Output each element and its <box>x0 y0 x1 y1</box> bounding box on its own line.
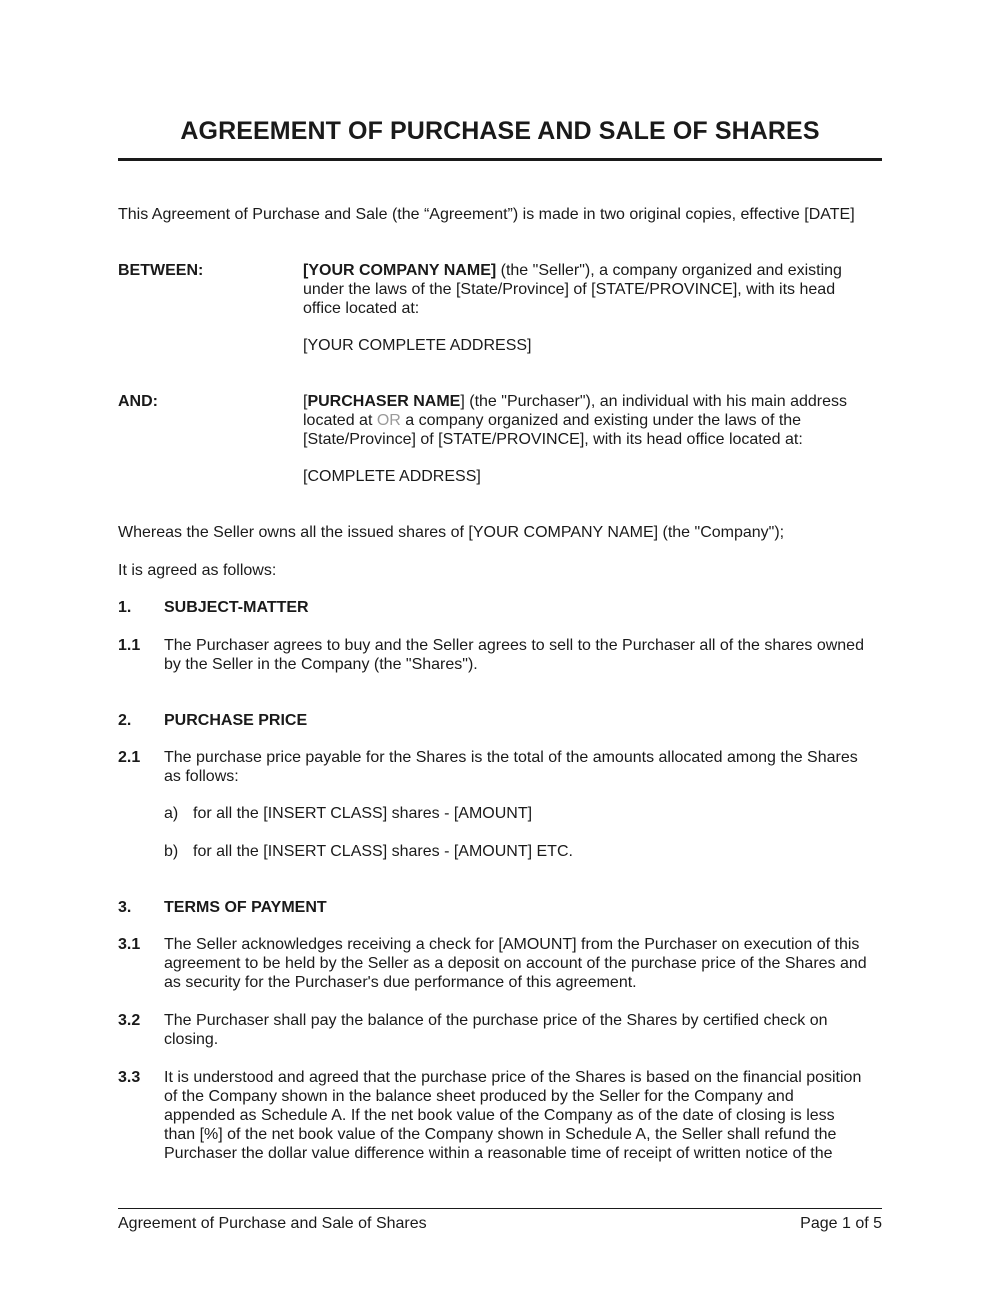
between-line-2: under the laws of the [State/Province] of [STATE/PROVINCE], with its head <box>303 281 836 298</box>
item-b-text: for all the [INSERT CLASS] shares - [AMOUNT] ETC. <box>193 843 573 860</box>
clause-3-3-text: It is understood and agreed that the purchase price of the Shares is based on the financial position of the Company shown in the balance sheet produced by the Seller for the Company and appended as Schedule A. If the net book value of the Company as of the date of closing is less than [%] of the net book value of the Company shown in Schedule A, the Seller shall refund the Purchaser the dollar value difference within a reasonable time of receipt of written notice of the <box>164 1069 862 1162</box>
seller-name: [YOUR COMPANY NAME] <box>303 262 497 279</box>
between-party <box>303 261 873 318</box>
item-a-label: a) <box>164 805 179 822</box>
section-3-number: 3. <box>118 899 132 916</box>
and-line-2: located at OR a company organized and existing under the laws of the <box>303 412 802 429</box>
section-1-heading: SUBJECT-MATTER <box>164 599 309 616</box>
agreed-statement: It is agreed as follows: <box>118 562 277 579</box>
clause-1-1-number: 1.1 <box>118 637 141 654</box>
section-3-heading: TERMS OF PAYMENT <box>164 899 327 916</box>
seller-address: [YOUR COMPLETE ADDRESS] <box>303 337 532 354</box>
clause-2-1-text: The purchase price payable for the Shares is the total of the amounts allocated among the Shares as follows: <box>164 749 858 785</box>
and-line-1: [PURCHASER NAME] (the "Purchaser"), an individual with his main address <box>303 393 848 410</box>
document-title: AGREEMENT OF PURCHASE AND SALE OF SHARES <box>180 117 820 145</box>
clause-3-1-number: 3.1 <box>118 936 141 953</box>
between-line-1: [YOUR COMPANY NAME] (the "Seller"), a company organized and existing <box>303 262 842 279</box>
clause-3-1-text: The Seller acknowledges receiving a check for [AMOUNT] from the Purchaser on execution of this agreement to be held by the Seller as a deposit on account of the purchase price of the Shares and as security for the Purchaser's due performance of this agreement. <box>164 936 867 991</box>
clause-3-2-text: The Purchaser shall pay the balance of the purchase price of the Shares by certified check on closing. <box>164 1012 828 1048</box>
clause-1-1-text: The Purchaser agrees to buy and the Seller agrees to sell to the Purchaser all of the shares owned by the Seller in the Company (the "Shares"). <box>164 637 864 673</box>
clause-3-3-number: 3.3 <box>118 1069 141 1086</box>
clause-3-2-number: 3.2 <box>118 1012 141 1029</box>
and-party <box>303 392 873 449</box>
section-2-heading: PURCHASE PRICE <box>164 712 308 729</box>
intro-paragraph: This Agreement of Purchase and Sale (the “Agreement”) is made in two original copies, effective [DATE] <box>118 206 855 223</box>
footer-rule <box>118 1208 882 1209</box>
between-line-3: office located at: <box>303 300 420 317</box>
whereas-clause: Whereas the Seller owns all the issued shares of [YOUR COMPANY NAME] (the "Company"); <box>118 524 785 541</box>
item-b-label: b) <box>164 843 179 860</box>
section-2-number: 2. <box>118 712 132 729</box>
title-rule <box>118 158 882 161</box>
footer-document-title: Agreement of Purchase and Sale of Shares <box>118 1215 427 1232</box>
item-a-text: for all the [INSERT CLASS] shares - [AMOUNT] <box>193 805 533 822</box>
purchaser-name: PURCHASER NAME <box>307 393 461 410</box>
purchaser-address: [COMPLETE ADDRESS] <box>303 468 481 485</box>
clause-2-1-number: 2.1 <box>118 749 141 766</box>
between-label: BETWEEN: <box>118 262 204 279</box>
footer-page-number: Page 1 of 5 <box>800 1215 882 1232</box>
and-line-3: [State/Province] of [STATE/PROVINCE], with its head office located at: <box>303 431 803 448</box>
or-option: OR <box>376 412 401 429</box>
section-1-number: 1. <box>118 599 132 616</box>
and-label: AND: <box>118 393 158 410</box>
